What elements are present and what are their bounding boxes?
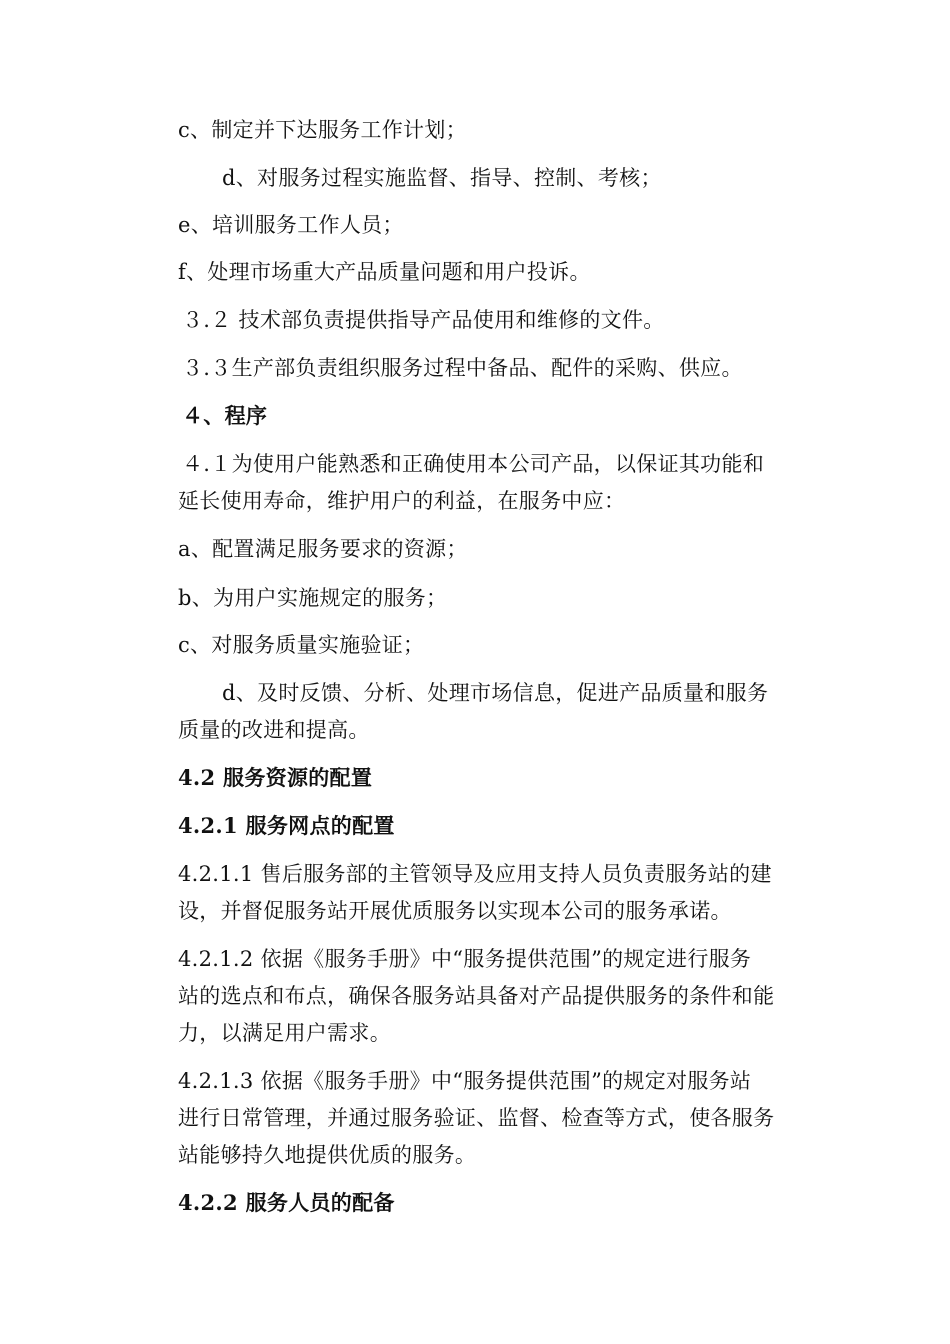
clause-4-2-1-3-line3: 站能够持久地提供优质的服务。 [178,1143,477,1167]
clause-4-2-1-1-line1: 4.2.1.1 售后服务部的主管领导及应用支持人员负责服务站的建 [178,862,772,886]
clause-4-2-1-2-line2: 站的选点和布点，确保各服务站具备对产品提供服务的条件和能 [178,984,775,1008]
item-d-supervise: d、对服务过程实施监督、指导、控制、考核； [222,166,662,190]
clause-4-2-1-3-line1: 4.2.1.3 依据《服务手册》中“服务提供范围”的规定对服务站 [178,1069,752,1093]
section-heading-4-2: 4.2 服务资源的配置 [178,765,373,790]
item-c-plan: c、制定并下达服务工作计划； [178,118,467,142]
item-e-training: e、培训服务工作人员； [178,213,404,237]
clause-4-2-1-1-line2: 设，并督促服务站开展优质服务以实现本公司的服务承诺。 [178,899,732,923]
item-f-complaints: f、处理市场重大产品质量问题和用户投诉。 [178,260,591,284]
section-heading-4-2-2: 4.2.2 服务人员的配备 [178,1190,395,1215]
item-d-feedback-line2: 质量的改进和提高。 [178,718,370,742]
clause-4-2-1-2-line3: 力，以满足用户需求。 [178,1021,391,1045]
clause-4-1-line1: ４.１为使用户能熟悉和正确使用本公司产品，以保证其功能和 [182,452,765,476]
clause-4-2-1-3-line2: 进行日常管理，并通过服务验证、监督、检查等方式，使各服务 [178,1106,775,1130]
section-heading-4: ４、程序 [182,403,268,428]
item-b-services: b、为用户实施规定的服务； [178,586,448,610]
item-d-feedback-line1: d、及时反馈、分析、处理市场信息，促进产品质量和服务 [222,681,769,705]
clause-3-3: ３.３生产部负责组织服务过程中备品、配件的采购、供应。 [182,356,743,380]
clause-4-2-1-2-line1: 4.2.1.2 依据《服务手册》中“服务提供范围”的规定进行服务 [178,947,752,971]
item-a-resources: a、配置满足服务要求的资源； [178,537,468,561]
section-heading-4-2-1: 4.2.1 服务网点的配置 [178,813,395,838]
clause-4-1-line2: 延长使用寿命，维护用户的利益，在服务中应： [178,489,626,513]
clause-3-2: ３.２ 技术部负责提供指导产品使用和维修的文件。 [182,308,665,332]
item-c-verify: c、对服务质量实施验证； [178,633,425,657]
